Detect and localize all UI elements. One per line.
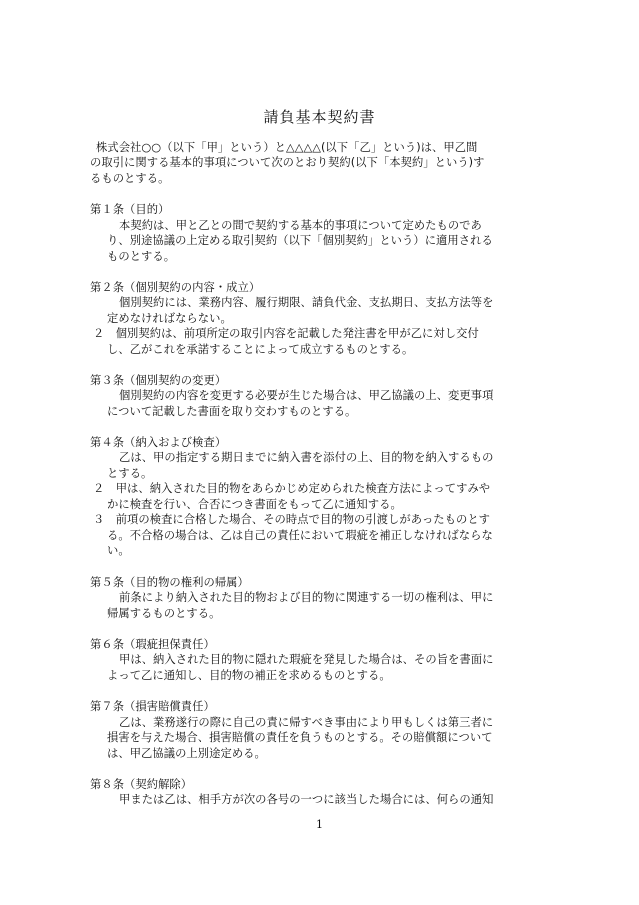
article-8-heading: 第８条（契約解除） [90,778,193,791]
article-7-line: 損害を与えた場合、損害賠償の責任を負うものとする。その賠償額について [107,731,493,744]
article-2-line: 個別契約には、業務内容、履行期限、請負代金、支払期日、支払方法等を [119,296,494,309]
article-5-line: 前条により納入された目的物および目的物に関連する一切の権利は、甲に [119,591,494,604]
article-3-line: について記載した書面を取り交わすものとする。 [107,405,357,418]
article-4-line: い。 [107,544,130,557]
article-1-line: 本契約は、甲と乙との間で契約する基本的事項について定めたものであ [119,219,482,232]
article-5-line: 帰属するものとする。 [107,607,221,620]
article-1-heading: 第１条（目的） [90,203,170,216]
article-1-line: ものとする。 [107,250,176,263]
article-5-heading: 第５条（目的物の権利の帰属） [90,576,249,589]
document-title: 請負基本契約書 [263,108,376,126]
article-4-line: る。不合格の場合は、乙は自己の責任において瑕疵を補正しなければならな [107,529,493,542]
article-4-line: かに検査を行い、合否につき書面をもって乙に通知する。 [107,498,402,511]
preamble-line: るものとする。 [90,172,170,185]
article-2-line: ２ 個別契約は、前項所定の取引内容を記載した発注書を甲が乙に対し交付 [93,327,479,340]
article-6-line: よって乙に通知し、目的物の補正を求めるものとする。 [107,669,391,682]
article-7-line: は、甲乙協議の上別途定める。 [107,747,266,760]
article-4-line: 乙は、甲の指定する期日までに納入書を添付の上、目的物を納入するもの [119,451,494,464]
article-6-line: 甲は、納入された目的物に隠れた瑕疵を発見した場合は、その旨を書面に [119,653,494,666]
page-number: 1 [316,818,323,831]
preamble-line: 株式会社○○（以下「甲」という）と△△△△(以下「乙」という)は、甲乙間 [96,141,478,154]
article-2-line: し、乙がこれを承諾することによって成立するものとする。 [107,343,414,356]
article-4-line: とする。 [107,467,153,480]
article-6-heading: 第６条（瑕疵担保責任） [90,638,215,651]
article-2-line: 定めなければならない。 [107,312,232,325]
article-3-heading: 第３条（個別契約の変更） [90,374,227,387]
article-4-line: ３ 前項の検査に合格した場合、その時点で目的物の引渡しがあったものとす [93,513,491,526]
article-8-line: 甲または乙は、相手方が次の各号の一つに該当した場合には、何らの通知 [119,793,494,806]
article-7-heading: 第７条（損害賠償責任） [90,700,215,713]
preamble-line: の取引に関する基本的事項について次のとおり契約(以下「本契約」という)す [90,156,485,169]
article-2-heading: 第２条（個別契約の内容・成立） [90,281,261,294]
article-4-heading: 第４条（納入および検査） [90,436,227,449]
article-1-line: り、別途協議の上定める取引契約（以下「個別契約」という）に適用される [107,234,493,247]
article-3-line: 個別契約の内容を変更する必要が生じた場合は、甲乙協議の上、変更事項 [119,389,494,402]
article-7-line: 乙は、業務遂行の際に自己の責に帰すべき事由により甲もしくは第三者に [119,716,494,729]
article-4-line: ２ 甲は、納入された目的物をあらかじめ定められた検査方法によってすみや [93,482,491,495]
